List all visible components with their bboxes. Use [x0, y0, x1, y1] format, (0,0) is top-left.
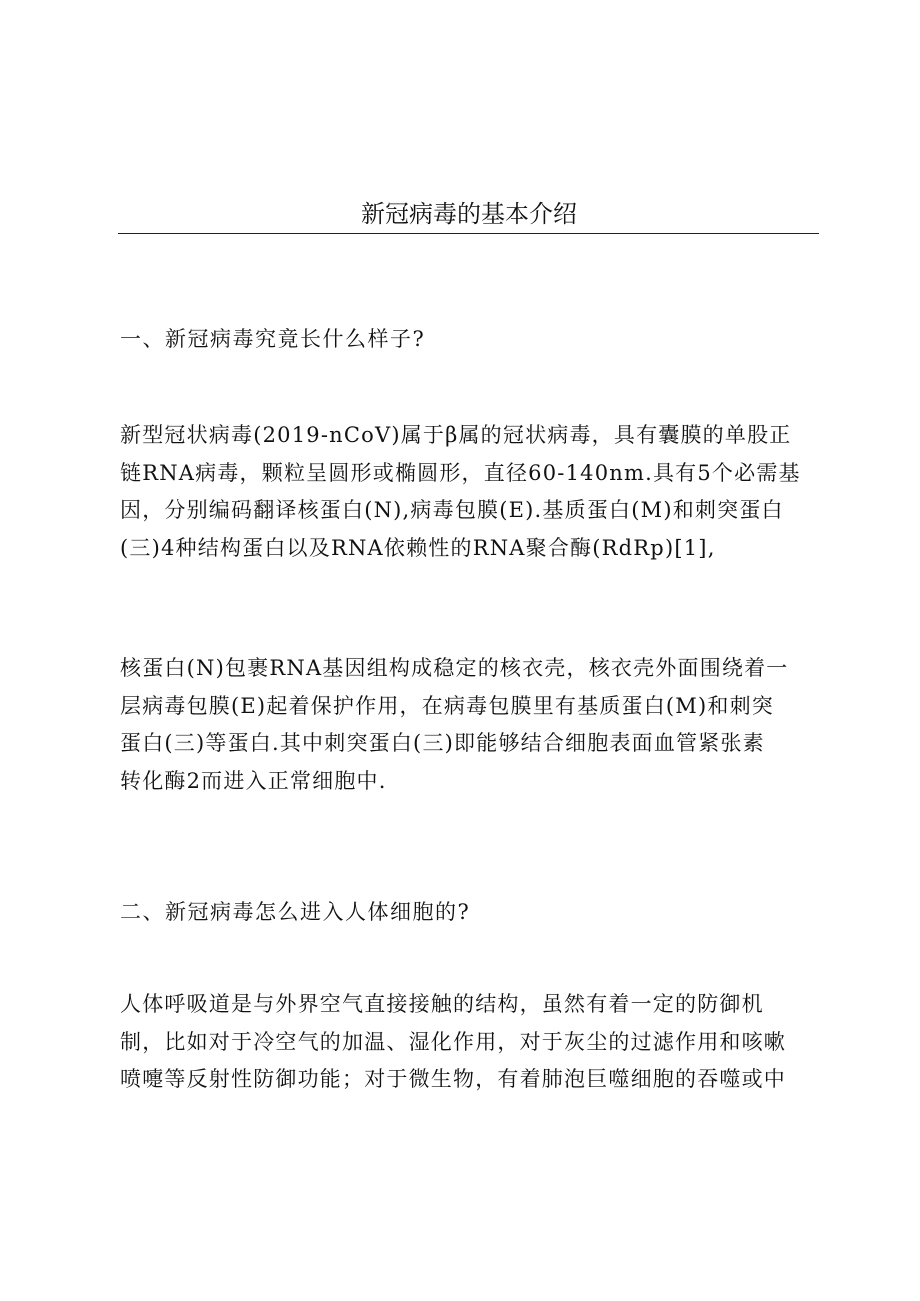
title-underline [118, 233, 819, 234]
text-line: 人体呼吸道是与外界空气直接接触的结构，虽然有着一定的防御机 [120, 992, 764, 1016]
text-line: 新型冠状病毒(2019-nCoV)属于β属的冠状病毒，具有囊膜的单股正 [120, 423, 792, 447]
paragraph-respiratory-tract [120, 986, 820, 1099]
text-line: (三)4种结构蛋白以及RNA依赖性的RNA聚合酶(RdRp)[1], [120, 535, 716, 560]
text-line: 制，比如对于冷空气的加温、湿化作用，对于灰尘的过滤作用和咳嗽 [120, 1029, 786, 1054]
text-line: 转化酶2而进入正常细胞中. [120, 768, 387, 793]
text-line: 链RNA病毒，颗粒呈圆形或椭圆形，直径60-140nm.具有5个必需基 [120, 460, 801, 485]
document-title: 新冠病毒的基本介绍 [361, 200, 577, 228]
paragraph-nucleocapsid [120, 650, 820, 800]
text-line: 层病毒包膜(E)起着保护作用，在病毒包膜里有基质蛋白(M)和刺突 [120, 693, 775, 718]
text-line: 喷嚏等反射性防御功能；对于微生物，有着肺泡巨噬细胞的吞噬或中 [120, 1067, 786, 1091]
paragraph-virus-structure [120, 417, 820, 567]
text-line: 因，分别编码翻译核蛋白(N),病毒包膜(E).基质蛋白(M)和刺突蛋白 [120, 498, 784, 522]
text-line: 蛋白(三)等蛋白.其中刺突蛋白(三)即能够结合细胞表面血管紧张素 [120, 731, 765, 755]
section-heading-2: 二、新冠病毒怎么进入人体细胞的? [120, 900, 471, 924]
text-line: 核蛋白(N)包裹RNA基因组构成稳定的核衣壳，核衣壳外面围绕着一 [120, 656, 789, 680]
section-heading-1: 一、新冠病毒究竟长什么样子? [120, 327, 426, 351]
